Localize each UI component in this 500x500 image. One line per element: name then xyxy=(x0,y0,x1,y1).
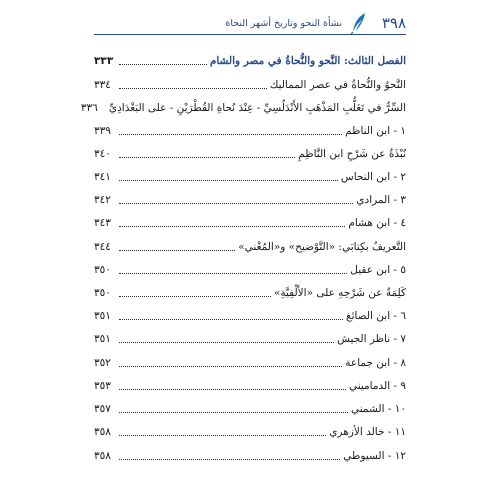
toc-entry-title: ٧ - ناظر الجيش xyxy=(337,333,406,345)
toc-entry-page: ٣٥١ xyxy=(94,333,111,345)
toc-entry xyxy=(94,259,406,277)
toc-entry-title: الفصل الثالث: النَّحو والنُّحاةُ في مصر والشام xyxy=(209,55,406,67)
toc-entry-page: ٣٥٢ xyxy=(94,357,111,369)
toc-entry-title: النَّحوُ والنُّحاةُ في عصر المماليك xyxy=(269,79,406,91)
toc-entry-title: ٣ - المرادي xyxy=(356,194,406,206)
toc-entry-page: ٣٤٣ xyxy=(94,217,111,229)
toc-entry-title: ٥ - ابن عقيل xyxy=(350,264,406,276)
header-rule xyxy=(94,34,406,35)
toc-entry xyxy=(94,305,406,323)
toc-entry xyxy=(94,236,406,254)
toc-entry-page: ٣٣٤ xyxy=(94,79,111,91)
toc-entry-page: ٣٥٧ xyxy=(94,403,111,415)
toc-entry-page: ٣٤٢ xyxy=(94,194,111,206)
toc-entry-title: ١ - ابن الناظم xyxy=(345,125,406,137)
quill-icon xyxy=(348,12,368,34)
running-title: نشأة النحو وتاريخ أشهر النحاة xyxy=(225,18,342,29)
toc-entry xyxy=(94,143,406,161)
toc-entry-title: التَّعريفُ بكِتابَي: «التَّوْضيح» و«المُغْني» xyxy=(238,241,406,253)
toc-entry-page: ٣٥٨ xyxy=(94,450,111,462)
toc-entry-title: ١٢ - السيوطي xyxy=(343,450,406,462)
toc-entry xyxy=(94,189,406,207)
toc-entry xyxy=(94,421,406,439)
chapter-heading xyxy=(94,50,406,68)
dot-leader xyxy=(119,366,342,367)
toc-entry-title: ٦ - ابن الصائغ xyxy=(346,310,406,322)
toc-entry xyxy=(94,445,406,463)
dot-leader xyxy=(119,296,271,297)
page-number: ٣٩٨ xyxy=(381,14,406,32)
toc-entry-page: ٣٥٠ xyxy=(94,287,111,299)
toc-entry-title: ٩ - الدماميني xyxy=(348,380,406,392)
toc-entry xyxy=(94,328,406,346)
toc-entry-page: ٣٥٠ xyxy=(94,264,111,276)
toc-entry-title: ١١ - خالد الأزهري xyxy=(329,426,406,438)
toc-entry-page: ٣٥٣ xyxy=(94,380,111,392)
toc-entry-title: السِّرُّ في تَغَلُّبِ المَذْهَبِ الأَنْدَلُسِيِّ - عِنْدَ نُحاةِ القُطْرَيْنِ - على البَغْدَادِيِّ xyxy=(108,102,406,114)
toc-entry-page: ٣٥١ xyxy=(94,310,111,322)
dot-leader xyxy=(119,226,345,227)
toc-entry-page: ٣٤٤ xyxy=(94,241,111,253)
toc-entry-page: ٣٤١ xyxy=(94,171,111,183)
toc-entry-title: نُبْذَةٌ عن شَرْحِ ابن النَّاظِمِ xyxy=(298,148,406,160)
toc-entry-title: ٨ - ابن جماعة xyxy=(345,357,406,369)
dot-leader xyxy=(119,157,295,158)
toc-entry-page: ٣٣٦ xyxy=(80,102,98,114)
dot-leader xyxy=(119,435,326,436)
toc-entry xyxy=(94,398,406,416)
toc-entry xyxy=(94,120,406,138)
dot-leader xyxy=(119,319,343,320)
toc-entry xyxy=(94,282,406,300)
toc-entry xyxy=(94,166,406,184)
toc-entry-title: ١٠ - الشمني xyxy=(351,403,406,415)
dot-leader xyxy=(119,273,347,274)
toc-entry-title: ٢ - ابن النحاس xyxy=(340,171,406,183)
toc-entry-page: ٣٣٩ xyxy=(94,125,111,137)
running-header xyxy=(94,14,406,36)
toc-entry xyxy=(80,97,406,115)
toc-entry-page: ٣٤٠ xyxy=(94,148,111,160)
dot-leader xyxy=(119,250,235,251)
toc-entry-title: ٤ - ابن هشام xyxy=(348,217,406,229)
dot-leader xyxy=(119,180,338,181)
toc-entry-title: كَلِمَةٌ عن شَرْحِهِ على «الأَلْفِيَّةِ» xyxy=(273,287,406,299)
dot-leader xyxy=(119,459,340,460)
dot-leader xyxy=(119,203,353,204)
dot-leader xyxy=(119,412,348,413)
dot-leader xyxy=(119,342,334,343)
toc-entry xyxy=(94,375,406,393)
dot-leader xyxy=(119,64,207,65)
toc-entry xyxy=(94,352,406,370)
toc-entry-page: ٣٥٨ xyxy=(94,426,111,438)
toc-entry xyxy=(94,74,406,92)
dot-leader xyxy=(119,88,267,89)
dot-leader xyxy=(119,134,342,135)
toc-entry-page: ٣٣٣ xyxy=(94,55,114,67)
dot-leader xyxy=(119,389,346,390)
toc-entry xyxy=(94,212,406,230)
